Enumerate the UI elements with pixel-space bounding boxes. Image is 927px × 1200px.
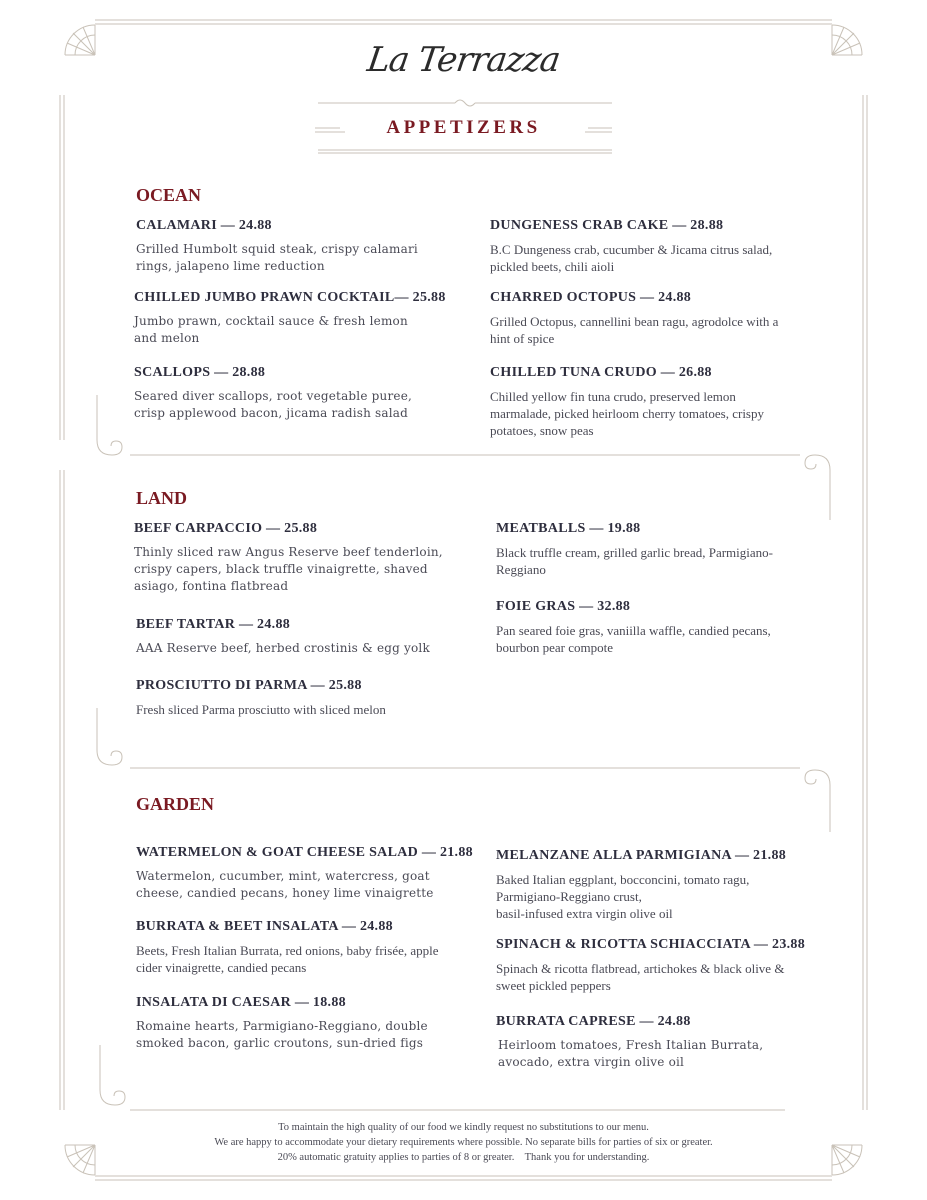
- item-description: Grilled Octopus, cannellini bean ragu, agrodolce with a hint of spice: [490, 314, 779, 346]
- menu-item-foie-gras: [496, 599, 806, 656]
- footer-line-3: 20% automatic gratuity applies to parties of 8 or greater. Thank you for understanding.: [277, 1152, 650, 1163]
- page-title: APPETIZERS: [386, 117, 541, 138]
- item-description: B.C Dungeness crab, cucumber & Jicama citrus salad, pickled beets, chili aioli: [490, 242, 773, 274]
- footer-notice: [0, 1120, 927, 1165]
- menu-item-crab-cake: [490, 218, 800, 275]
- item-name: CHILLED TUNA CRUDO — 26.88: [490, 365, 712, 380]
- item-description: Black truffle cream, grilled garlic bread, Parmigiano-Reggiano: [496, 545, 773, 577]
- menu-item-spinach-ricotta: [496, 937, 816, 994]
- item-description: Fresh sliced Parma prosciutto with sliced melon: [136, 702, 386, 717]
- menu-item-octopus: [490, 290, 800, 347]
- item-description: Watermelon, cucumber, mint, watercress, goat cheese, candied pecans, honey lime vinaigrette: [136, 869, 434, 900]
- item-name: CHILLED JUMBO PRAWN COCKTAIL— 25.88: [134, 290, 446, 305]
- item-description: Thinly sliced raw Angus Reserve beef tenderloin, crispy capers, black truffle vinaigrette, shaved asiago, fontina flatbread: [134, 545, 443, 593]
- menu-item-caesar: [136, 995, 446, 1052]
- menu-item-prosciutto: [136, 678, 456, 718]
- item-name: BEEF CARPACCIO — 25.88: [134, 521, 318, 536]
- menu-item-beef-tartar: [136, 617, 456, 657]
- item-name: BEEF TARTAR — 24.88: [136, 617, 291, 632]
- menu-item-tuna-crudo: [490, 365, 800, 439]
- menu-item-watermelon-salad: [136, 845, 473, 902]
- menu-item-calamari: [136, 218, 436, 275]
- item-description: Heirloom tomatoes, Fresh Italian Burrata, avocado, extra virgin olive oil: [498, 1038, 764, 1069]
- item-description: Baked Italian eggplant, bocconcini, tomato ragu, Parmigiano-Reggiano crust, basil-infused extra virgin olive oil: [496, 872, 750, 921]
- section-title-land: LAND: [136, 488, 188, 508]
- item-name: INSALATA DI CAESAR — 18.88: [136, 995, 346, 1010]
- item-name: MEATBALLS — 19.88: [496, 521, 641, 536]
- item-name: CALAMARI — 24.88: [136, 218, 272, 233]
- item-name: CHARRED OCTOPUS — 24.88: [490, 290, 692, 305]
- menu-item-burrata-caprese: [496, 1014, 816, 1071]
- menu-item-burrata-beet: [136, 919, 446, 976]
- item-description: Spinach & ricotta flatbread, artichokes & black olive & sweet pickled peppers: [496, 961, 785, 993]
- item-description: Grilled Humbolt squid steak, crispy calamari rings, jalapeno lime reduction: [136, 242, 418, 273]
- menu-item-beef-carpaccio: [134, 521, 454, 595]
- item-description: Chilled yellow fin tuna crudo, preserved lemon marmalade, picked heirloom cherry tomatoes, crispy potatoes, snow peas: [490, 389, 764, 438]
- menu-item-prawn-cocktail: [134, 290, 446, 347]
- item-name: BURRATA CAPRESE — 24.88: [496, 1014, 691, 1029]
- restaurant-logo: La Terrazza: [364, 40, 563, 80]
- item-description: Seared diver scallops, root vegetable puree, crisp applewood bacon, jicama radish salad: [134, 389, 413, 420]
- section-title-ocean: OCEAN: [136, 185, 202, 205]
- item-name: SPINACH & RICOTTA SCHIACCIATA — 23.88: [496, 937, 806, 952]
- item-name: BURRATA & BEET INSALATA — 24.88: [136, 919, 393, 934]
- item-name: DUNGENESS CRAB CAKE — 28.88: [490, 218, 724, 233]
- item-description: Beets, Fresh Italian Burrata, red onions, baby frisée, apple cider vinaigrette, candied pecans: [136, 943, 439, 975]
- item-description: Jumbo prawn, cocktail sauce & fresh lemon and melon: [134, 314, 408, 345]
- menu-item-melanzane: [496, 848, 816, 922]
- menu-item-scallops: [134, 365, 434, 422]
- item-description: AAA Reserve beef, herbed crostinis & egg yolk: [136, 641, 430, 655]
- item-name: MELANZANE ALLA PARMIGIANA — 21.88: [496, 848, 787, 863]
- menu-item-meatballs: [496, 521, 806, 578]
- item-name: SCALLOPS — 28.88: [134, 365, 266, 380]
- footer-line-2: We are happy to accommodate your dietary requirements where possible. No separate bills for parties of six or greater.: [214, 1137, 713, 1148]
- item-name: FOIE GRAS — 32.88: [496, 599, 631, 614]
- item-name: PROSCIUTTO DI PARMA — 25.88: [136, 678, 362, 693]
- item-description: Pan seared foie gras, vaniilla waffle, candied pecans, bourbon pear compote: [496, 623, 771, 655]
- item-name: WATERMELON & GOAT CHEESE SALAD — 21.88: [136, 845, 473, 860]
- footer-line-1: To maintain the high quality of our food we kindly request no substitutions to our menu.: [278, 1122, 649, 1133]
- section-title-garden: GARDEN: [136, 794, 215, 814]
- item-description: Romaine hearts, Parmigiano-Reggiano, double smoked bacon, garlic croutons, sun-dried figs: [136, 1019, 428, 1050]
